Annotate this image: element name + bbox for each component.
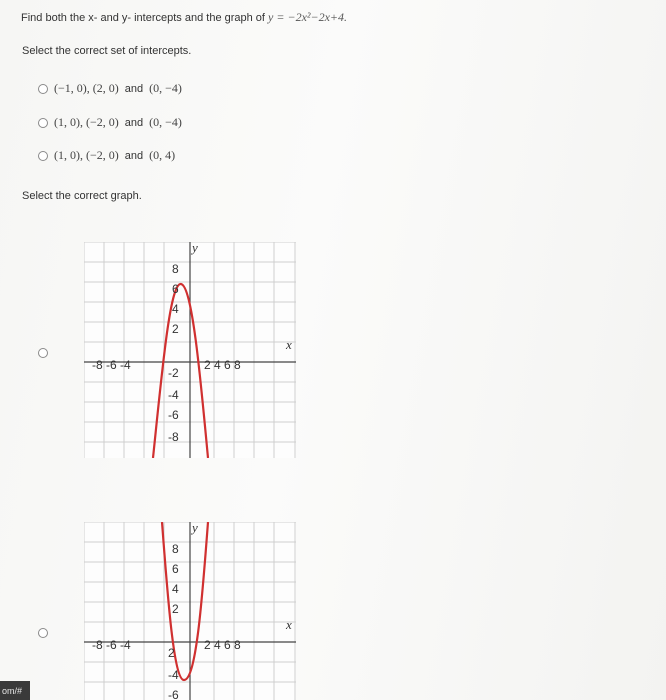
parabola-curve [153, 284, 208, 458]
option-y-point: (0, −4) [149, 115, 182, 129]
graph-option-1-radio[interactable] [38, 348, 48, 358]
graph-option-2-radio[interactable] [38, 628, 48, 638]
option-and: and [124, 116, 144, 129]
y-tick-label: -6 [168, 408, 179, 422]
option-y-point: (0, 4) [149, 148, 176, 162]
x-tick-labels-positive: 2 4 6 8 [204, 638, 241, 652]
option-points: (1, 0), (−2, 0) [54, 115, 119, 129]
radio-button[interactable] [38, 84, 48, 94]
option-and: and [124, 82, 144, 95]
question-prefix: Find both the x- and y- intercepts and the graph of [21, 12, 265, 24]
option-points: (−1, 0), (2, 0) [54, 81, 119, 95]
y-tick-label: -8 [168, 430, 179, 444]
option-and: and [124, 149, 144, 162]
y-tick-label: -6 [168, 688, 179, 700]
x-tick-labels-positive: 2 4 6 8 [204, 358, 241, 372]
y-tick-label: 8 [172, 262, 179, 276]
y-tick-label: 4 [172, 582, 179, 596]
y-axis-label: y [192, 242, 198, 255]
y-tick-label: 8 [172, 542, 179, 556]
y-tick-label: 4 [172, 302, 179, 316]
graph-option-1[interactable] [84, 242, 296, 458]
option-y-point: (0, −4) [149, 81, 182, 95]
intercept-option-3[interactable] [38, 148, 175, 163]
y-tick-label: -4 [168, 388, 179, 402]
graph-prompt: Select the correct graph. [22, 190, 142, 202]
x-axis-label: x [286, 617, 292, 632]
x-axis-label: x [286, 337, 292, 352]
y-tick-label: -4 [168, 668, 179, 682]
intercepts-prompt: Select the correct set of intercepts. [22, 45, 192, 57]
y-tick-label: -2 [168, 366, 179, 380]
intercept-option-2[interactable] [38, 115, 182, 130]
y-tick-label: 2 [168, 646, 175, 660]
graph-option-2[interactable] [84, 522, 296, 700]
y-axis-label: y [192, 522, 198, 535]
y-tick-label: 6 [172, 282, 179, 296]
y-tick-label: 2 [172, 602, 179, 616]
graph-1-plot [84, 242, 296, 458]
x-tick-labels-negative: -8 -6 -4 [92, 358, 131, 372]
question-equation: y = −2x²−2x+4. [268, 10, 348, 24]
option-points: (1, 0), (−2, 0) [54, 148, 119, 162]
intercept-option-1[interactable] [38, 81, 182, 96]
question-text [21, 10, 347, 25]
graph-2-plot [84, 522, 296, 700]
browser-url-tab[interactable]: om/# [0, 681, 30, 700]
y-tick-label: 2 [172, 322, 179, 336]
y-tick-label: 6 [172, 562, 179, 576]
radio-button[interactable] [38, 151, 48, 161]
radio-button[interactable] [38, 118, 48, 128]
x-tick-labels-negative: -8 -6 -4 [92, 638, 131, 652]
